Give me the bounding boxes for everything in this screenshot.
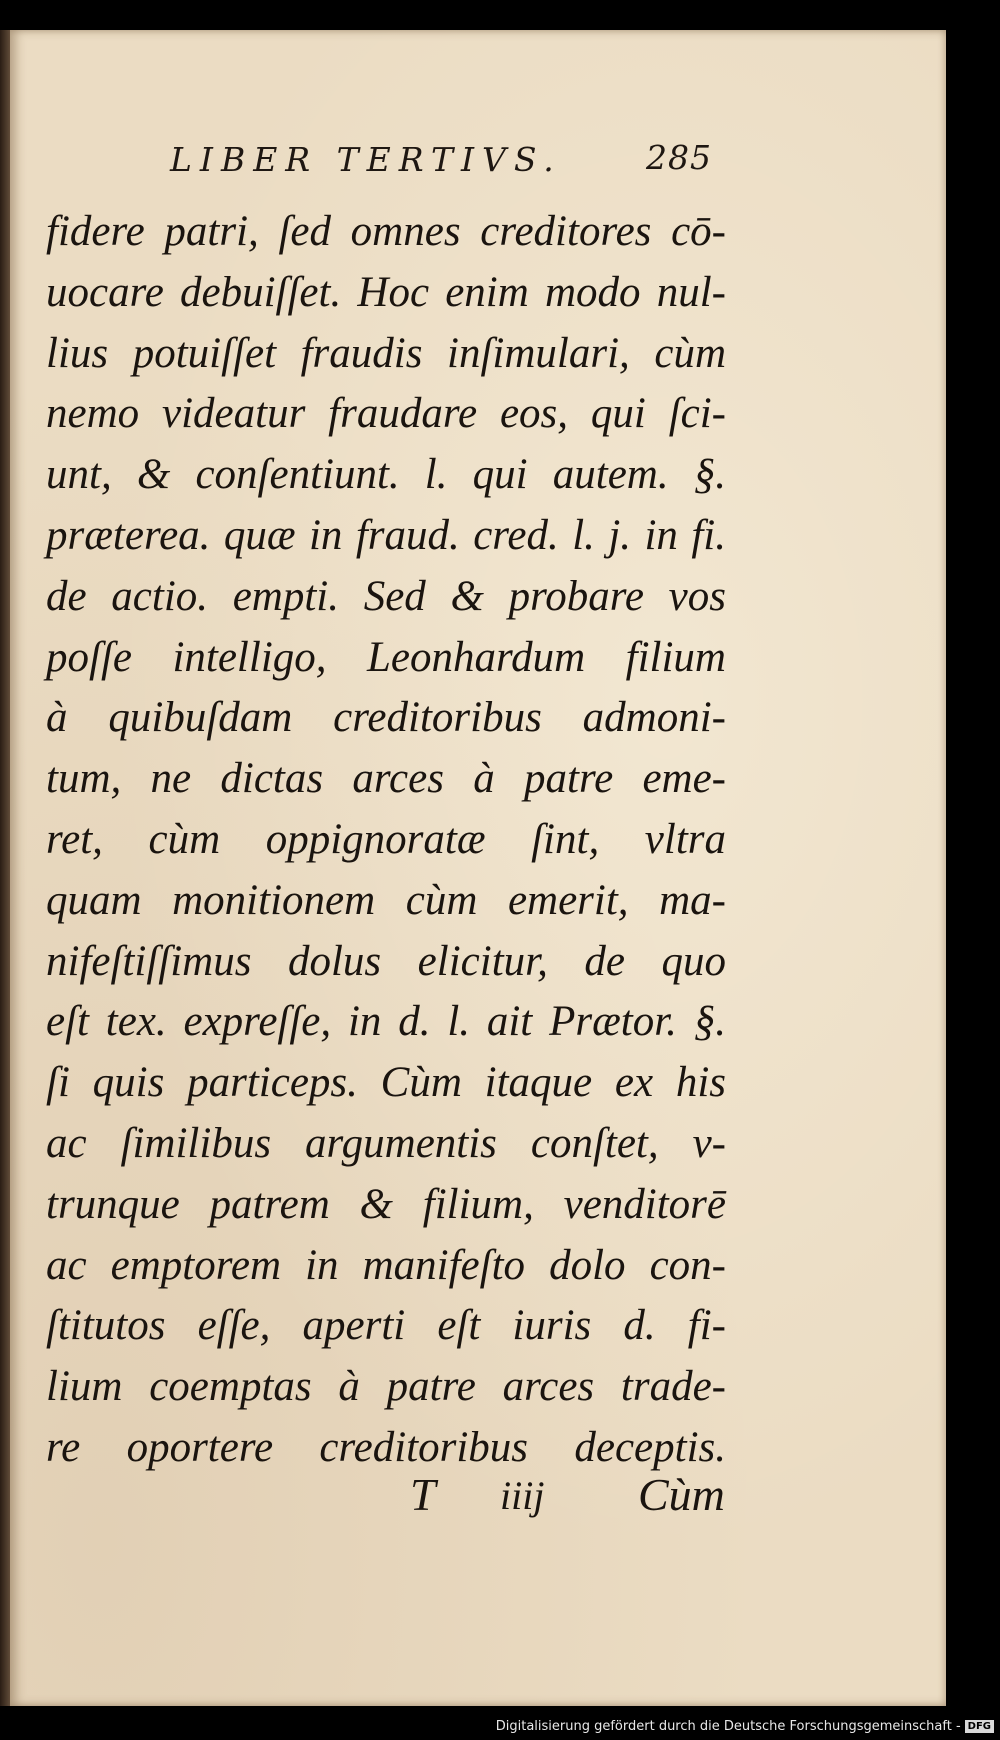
book-page xyxy=(10,30,946,1706)
text-line: lius potuiſſet fraudis inſimulari, cùm xyxy=(46,329,726,377)
text-line: ſi quis particeps. Cùm itaque ex his xyxy=(46,1059,726,1107)
text-line: trunque patrem & filium, venditorē xyxy=(46,1180,726,1228)
text-line: unt, & conſentiunt. l. qui autem. §. xyxy=(46,451,726,499)
text-line: fidere patri, ſed omnes creditores cō- xyxy=(46,208,726,255)
text-line: nemo videatur fraudare eos, qui ſci- xyxy=(46,390,726,438)
footer-credit: Digitalisierung gefördert durch die Deutsche Forschungsgemeinschaft - xyxy=(495,1718,961,1734)
text-line: quam monitionem cùm emerit, ma- xyxy=(46,876,726,924)
signature-mark: T xyxy=(410,1469,436,1520)
text-line: re oportere creditoribus deceptis. xyxy=(46,1423,726,1471)
text-block xyxy=(46,202,726,1479)
text-line: præterea. quæ in fraud. cred. l. j. in fi. xyxy=(46,511,726,559)
text-line: ret, cùm oppignoratæ ſint, vltra xyxy=(46,815,726,863)
text-line: à quibuſdam creditoribus admoni- xyxy=(46,694,726,742)
text-line: ac ſimilibus argumentis conſtet, v- xyxy=(46,1119,726,1167)
digitization-footer xyxy=(496,1712,1000,1740)
text-line: de actio. empti. Sed & probare vos xyxy=(46,572,726,620)
text-line: lium coemptas à patre arces trade- xyxy=(46,1363,726,1411)
text-line: ac emptorem in manifeſto dolo con- xyxy=(46,1241,726,1289)
text-line: eſt tex. expreſſe, in d. l. ait Prætor. §. xyxy=(46,998,726,1046)
text-line: poſſe intelligo, Leonhardum filium xyxy=(46,633,726,681)
text-line: nifeſtiſſimus dolus elicitur, de quo xyxy=(46,937,726,985)
signature-number: iiij xyxy=(500,1473,545,1518)
running-head: LIBER TERTIVS. xyxy=(170,140,562,179)
text-line: uocare debuiſſet. Hoc enim modo nul- xyxy=(46,268,726,316)
text-line: tum, ne dictas arces à patre eme- xyxy=(46,755,726,803)
catchword: Cùm xyxy=(638,1469,725,1520)
dfg-logo-icon: DFG xyxy=(965,1720,994,1733)
page-number: 285 xyxy=(646,138,712,177)
text-line: ſtitutos eſſe, aperti eſt iuris d. fi- xyxy=(46,1302,726,1350)
